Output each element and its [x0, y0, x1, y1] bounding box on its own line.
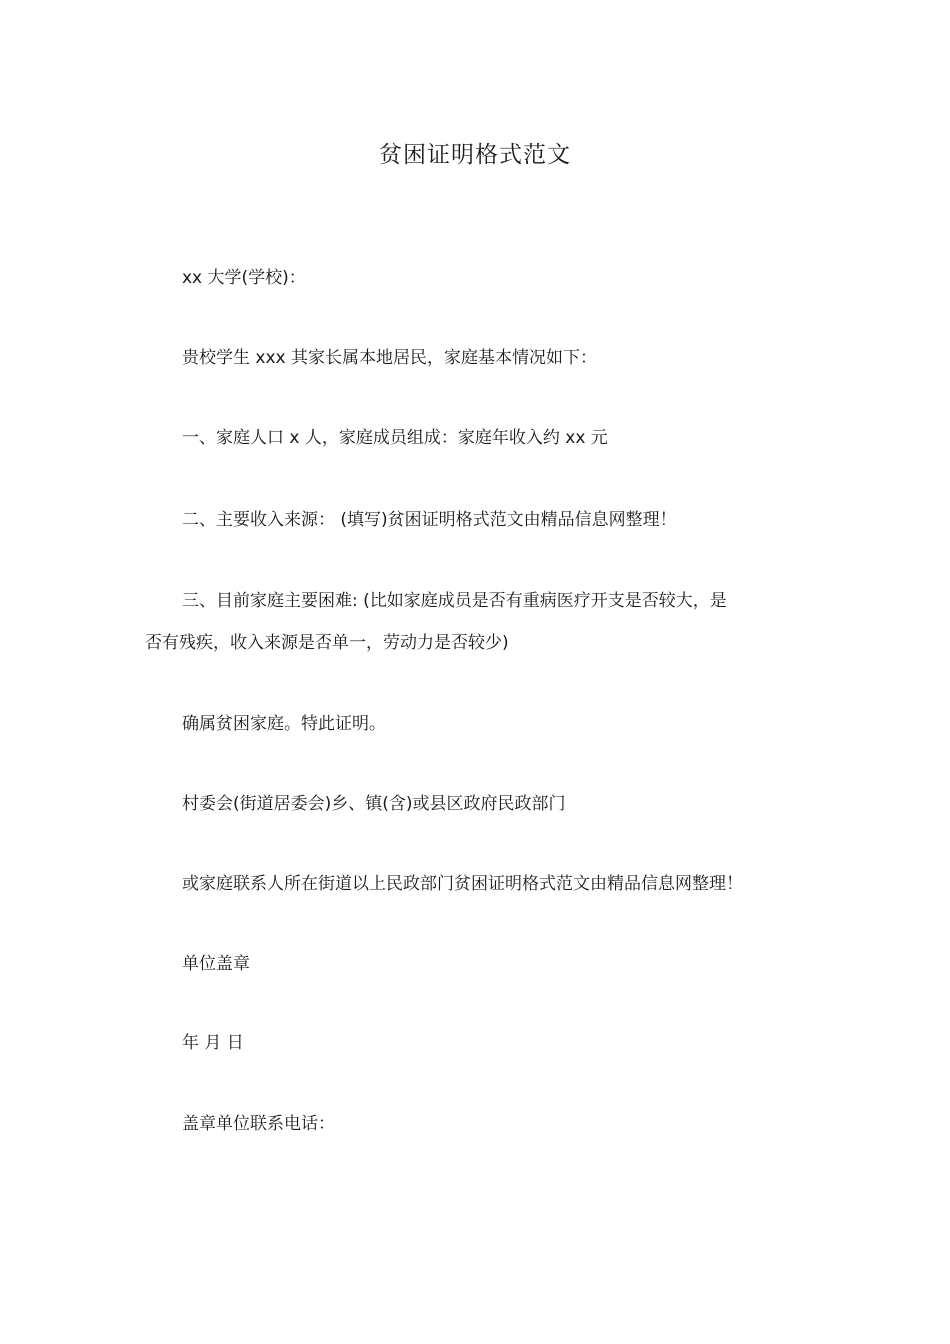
date-line: 年 月 日 [182, 1033, 244, 1053]
issuer-line2: 或家庭联系人所在街道以上民政部门贫困证明格式范文由精品信息网整理！ [182, 874, 743, 894]
seal-label: 单位盖章 [182, 954, 250, 974]
item-income-source: 二、主要收入来源： (填写)贫困证明格式范文由精品信息网整理！ [182, 510, 677, 530]
salutation: xx 大学(学校)： [182, 268, 306, 288]
issuer-line1: 村委会(街道居委会)乡、镇(含)或县区政府民政部门 [182, 794, 566, 814]
confirmation-text: 确属贫困家庭。特此证明。 [182, 714, 386, 734]
intro-paragraph: 贵校学生 xxx 其家长属本地居民，家庭基本情况如下： [182, 348, 597, 368]
contact-phone-label: 盖章单位联系电话： [182, 1114, 335, 1134]
document-title: 贫困证明格式范文 [379, 142, 571, 168]
item-household-size: 一、家庭人口 x 人，家庭成员组成：家庭年收入约 xx 元 [182, 428, 608, 448]
item-difficulties-line1: 三、目前家庭主要困难: (比如家庭成员是否有重病医疗开支是否较大，是 [182, 591, 727, 611]
item-difficulties-line2: 否有残疾，收入来源是否单一，劳动力是否较少) [145, 633, 509, 653]
